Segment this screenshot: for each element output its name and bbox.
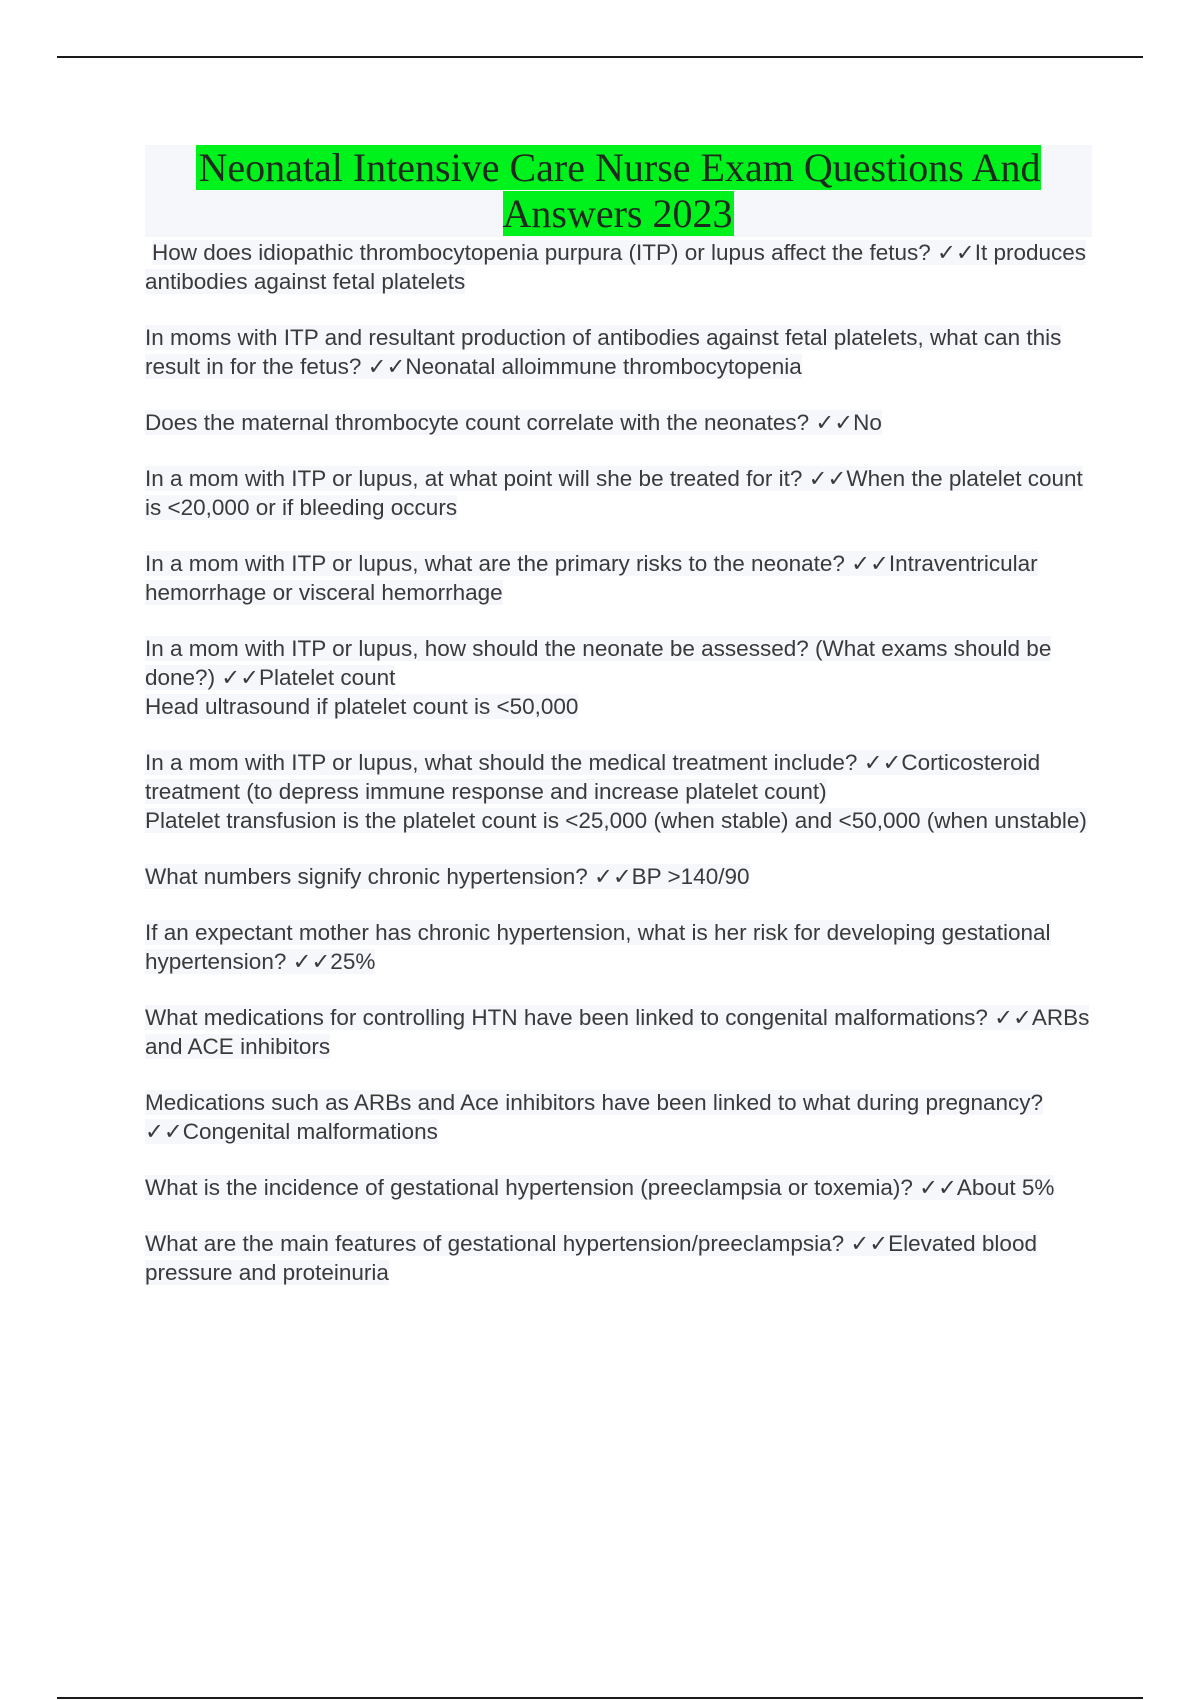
- qa-text: In moms with ITP and resultant production of antibodies against fetal platelets, what can this result in for the fetus? ✓✓Neonatal alloimmune thrombocytopenia: [145, 325, 1062, 379]
- qa-text: What is the incidence of gestational hypertension (preeclampsia or toxemia)? ✓✓About 5%: [145, 1175, 1055, 1200]
- qa-item: [145, 464, 1095, 522]
- footer-rule: [57, 1697, 1143, 1699]
- document-title-block: [145, 145, 1092, 237]
- header-rule: [57, 56, 1143, 58]
- qa-item: [145, 1088, 1095, 1146]
- qa-text: What numbers signify chronic hypertension? ✓✓BP >140/90: [145, 864, 750, 889]
- qa-text: What medications for controlling HTN have been linked to congenital malformations? ✓✓ARBs and ACE inhibitors: [145, 1005, 1090, 1059]
- qa-item: [145, 1229, 1095, 1287]
- qa-text: Medications such as ARBs and Ace inhibitors have been linked to what during pregnancy? ✓✓Congenital malformations: [145, 1090, 1044, 1144]
- qa-item: [145, 748, 1095, 835]
- qa-item: [145, 549, 1095, 607]
- qa-text: In a mom with ITP or lupus, at what point will she be treated for it? ✓✓When the platelet count is <20,000 or if bleeding occurs: [145, 466, 1083, 520]
- qa-item: [145, 1003, 1095, 1061]
- qa-item: [145, 408, 1095, 437]
- qa-list: [145, 238, 1095, 1287]
- qa-text: What are the main features of gestational hypertension/preeclampsia? ✓✓Elevated blood pressure and proteinuria: [145, 1231, 1037, 1285]
- qa-text: In a mom with ITP or lupus, how should the neonate be assessed? (What exams should be done?) ✓✓Platelet count: [145, 636, 1052, 690]
- qa-item: [145, 238, 1095, 296]
- qa-item: [145, 634, 1095, 721]
- qa-text: In a mom with ITP or lupus, what are the primary risks to the neonate? ✓✓Intraventricular hemorrhage or visceral hemorrhage: [145, 551, 1038, 605]
- qa-text: How does idiopathic thrombocytopenia purpura (ITP) or lupus affect the fetus? ✓✓It produces antibodies against fetal platelets: [145, 240, 1087, 294]
- qa-item: [145, 1173, 1095, 1202]
- qa-extra-text: Platelet transfusion is the platelet count is <25,000 (when stable) and <50,000 (when unstable): [145, 808, 1087, 833]
- qa-text: If an expectant mother has chronic hypertension, what is her risk for developing gestational hypertension? ✓✓25%: [145, 920, 1051, 974]
- document-title: Neonatal Intensive Care Nurse Exam Questions And Answers 2023: [198, 145, 1041, 236]
- qa-text: Does the maternal thrombocyte count correlate with the neonates? ✓✓No: [145, 410, 882, 435]
- qa-item: [145, 918, 1095, 976]
- qa-text: In a mom with ITP or lupus, what should the medical treatment include? ✓✓Corticosteroid treatment (to depress immune response and increase platelet count): [145, 750, 1041, 804]
- qa-item: [145, 323, 1095, 381]
- qa-extra-text: Head ultrasound if platelet count is <50,000: [145, 694, 579, 719]
- qa-item: [145, 862, 1095, 891]
